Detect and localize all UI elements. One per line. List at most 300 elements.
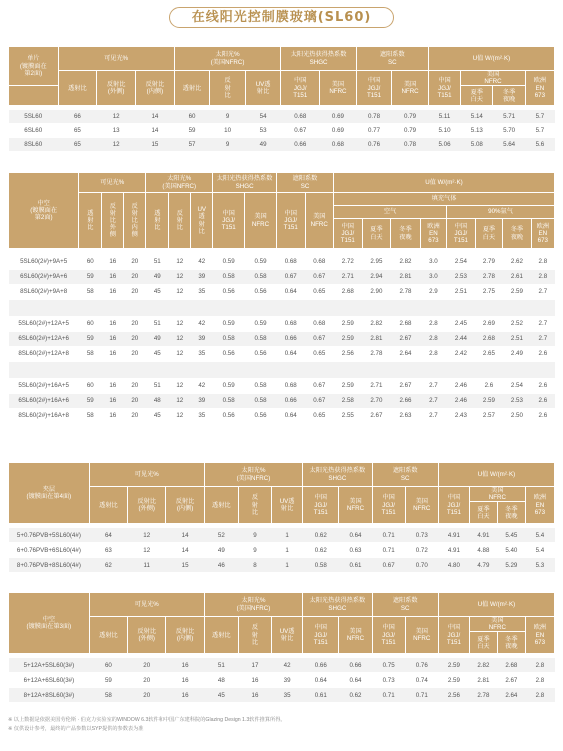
cell: 2.52 — [503, 317, 532, 332]
cell: 2.42 — [447, 347, 476, 362]
header3-sc — [372, 463, 438, 487]
h4-sc-cn — [372, 617, 405, 654]
cell: 48 — [204, 673, 238, 688]
h-u-us-text: 美国 NFRC — [484, 71, 502, 86]
cell: 2.59 — [334, 379, 363, 394]
h4-shgc-cn-text: 中国 JGJ/ T151 — [313, 624, 328, 646]
h3-shgc-us-text: 美国 NFRC — [346, 498, 365, 513]
cell: 42 — [191, 379, 213, 394]
table-row — [9, 528, 555, 543]
h-u-summer — [461, 86, 493, 106]
h2-vis-out-text: 反 射 比 外 侧 — [109, 202, 116, 239]
header-vis-text: 可见光% — [104, 54, 129, 62]
cell: 0.76 — [405, 658, 438, 673]
cell: 20 — [128, 658, 166, 673]
cell: 46 — [204, 558, 238, 573]
cell: 51 — [146, 317, 169, 332]
cell: 0.66 — [276, 332, 305, 347]
header4-vis — [89, 593, 204, 617]
rowhead-mono — [9, 47, 59, 86]
cell: 39 — [191, 332, 213, 347]
header4-solar-text: 太阳光% (美国NFRC) — [236, 597, 271, 612]
h4-vis-trans — [89, 617, 127, 654]
cell: 0.66 — [276, 394, 305, 409]
header2-sc-text: 遮阳系数 SC — [292, 175, 318, 190]
cell: 2.59 — [475, 394, 502, 409]
cell: 5.10 — [428, 124, 460, 138]
h2-shgc-us-text: 美国 NFRC — [251, 213, 270, 228]
cell: 2.51 — [503, 332, 532, 347]
cell: 51 — [146, 379, 169, 394]
cell: 0.68 — [320, 138, 357, 152]
cell: 17 — [238, 658, 271, 673]
h-vis-trans-text: 透射比 — [68, 84, 87, 92]
cell: 2.59 — [334, 332, 363, 347]
row-label: 5SL60(2#)+9A+5 — [9, 255, 79, 270]
cell: 2.54 — [447, 255, 476, 270]
cell: 64 — [89, 528, 127, 543]
h2-sc-us-text: 美国 NFRC — [310, 213, 328, 228]
cell: 2.57 — [475, 409, 502, 424]
h-shgc-us-text: 美国 NFRC — [329, 81, 347, 96]
cell: 0.58 — [245, 394, 277, 409]
cell: 4.88 — [469, 543, 497, 558]
rowhead-igu3-text: 中空 (镀膜面在第3面) — [26, 616, 72, 631]
cell: 48 — [146, 394, 169, 409]
cell: 60 — [89, 658, 127, 673]
h3-u-us-text: 美国 NFRC — [488, 487, 506, 502]
table-row — [9, 379, 555, 394]
cell: 12 — [169, 332, 191, 347]
header4-u-text: U值 W/(m²·K) — [477, 600, 516, 608]
h2-argon — [447, 206, 555, 219]
table-row — [9, 688, 555, 703]
h3-sc-us — [405, 487, 438, 524]
cell: 2.56 — [334, 347, 363, 362]
cell: 0.62 — [303, 543, 339, 558]
cell: 2.56 — [438, 688, 469, 703]
h-sol-trans-text: 透射比 — [182, 84, 202, 92]
cell: 35 — [191, 347, 213, 362]
rowhead-igu3 — [9, 593, 90, 654]
cell: 12 — [169, 394, 191, 409]
cell: 0.59 — [213, 317, 245, 332]
cell: 5.70 — [493, 124, 525, 138]
table-row — [9, 124, 555, 138]
cell: 57 — [174, 138, 210, 152]
h-vis-refl-in — [136, 71, 175, 106]
cell: 42 — [272, 658, 303, 673]
h3-u-winter — [497, 502, 525, 524]
h-sc-cn-text: 中国 JGJ/ T151 — [366, 77, 382, 99]
h3-u-summer — [469, 502, 497, 524]
cell: 16 — [102, 409, 124, 424]
cell: 2.79 — [475, 255, 502, 270]
cell: 49 — [146, 270, 169, 285]
cell: 0.69 — [320, 124, 357, 138]
h2-vis-trans — [79, 193, 102, 249]
h2-uv — [191, 193, 213, 249]
h4-u-winter-text: 冬季 夜晚 — [505, 635, 518, 650]
table-igu-2 — [8, 172, 555, 424]
table-row — [9, 558, 555, 573]
cell: 5.6 — [525, 138, 554, 152]
h4-u-cn-text: 中国 JGJ/ T151 — [446, 624, 461, 646]
row-label: 5+12A+5SL60(3#) — [9, 658, 90, 673]
h3-uv — [272, 487, 303, 524]
cell: 12 — [169, 270, 191, 285]
cell: 2.7 — [531, 332, 554, 347]
cell: 5.08 — [461, 138, 493, 152]
h4-u-us-text: 美国 NFRC — [488, 617, 506, 632]
cell: 0.79 — [392, 110, 429, 124]
cell: 4.91 — [438, 528, 469, 543]
cell: 0.56 — [213, 285, 245, 300]
cell: 2.67 — [362, 409, 391, 424]
cell: 12 — [169, 409, 191, 424]
h3-u-winter-text: 冬季 夜晚 — [505, 505, 518, 520]
cell: 0.59 — [245, 317, 277, 332]
cell: 5.45 — [497, 528, 525, 543]
cell: 54 — [245, 110, 281, 124]
header4-shgc — [303, 593, 372, 617]
cell: 2.82 — [469, 658, 497, 673]
cell: 12 — [169, 255, 191, 270]
cell: 0.56 — [213, 409, 245, 424]
cell: 16 — [102, 270, 124, 285]
cell: 2.68 — [497, 658, 525, 673]
cell: 14 — [136, 124, 175, 138]
cell: 49 — [245, 138, 281, 152]
row-label: 8+12A+8SL60(3#) — [9, 688, 90, 703]
header2-vis — [79, 173, 146, 193]
cell: 15 — [166, 558, 204, 573]
h2-ar-summer — [475, 219, 502, 249]
header-u-text: U值 W/(m²·K) — [472, 54, 511, 62]
cell: 0.62 — [303, 528, 339, 543]
cell: 2.6 — [531, 394, 554, 409]
cell: 60 — [79, 379, 102, 394]
row-label: 6+0.76PVB+6SL60(4#) — [9, 543, 90, 558]
cell: 2.71 — [334, 270, 363, 285]
cell: 3.0 — [420, 270, 446, 285]
cell: 16 — [166, 658, 204, 673]
h2-uv-text: UV 透 射 比 — [197, 206, 207, 235]
cell: 5.06 — [428, 138, 460, 152]
cell: 2.78 — [362, 347, 391, 362]
cell: 12 — [169, 317, 191, 332]
cell: 0.67 — [276, 270, 305, 285]
cell: 0.67 — [305, 394, 334, 409]
row-label: 5+0.76PVB+5SL60(4#) — [9, 528, 90, 543]
h3-u-summer-text: 夏季 白天 — [477, 505, 490, 520]
footnote-2: ※ 仅供设计参考，最终的产品参数以SYP提供的参数表为准 — [8, 726, 144, 732]
cell: 2.8 — [525, 688, 554, 703]
cell: 2.78 — [391, 285, 421, 300]
header3-solar — [204, 463, 302, 487]
cell: 0.67 — [305, 379, 334, 394]
row-label: 8SL60 — [9, 138, 59, 152]
table-row — [9, 138, 555, 152]
cell: 2.68 — [475, 332, 502, 347]
cell: 0.56 — [213, 347, 245, 362]
header-sc-text: 遮阳系数 SC — [379, 51, 405, 66]
header2-vis-text: 可见光% — [100, 178, 125, 186]
cell: 2.43 — [447, 409, 476, 424]
cell: 16 — [102, 379, 124, 394]
h3-shgc-cn — [303, 487, 339, 524]
cell: 5.40 — [497, 543, 525, 558]
h-vis-refl-out — [97, 71, 136, 106]
header-sc — [356, 47, 428, 71]
page-title: 在线阳光控制膜玻璃(SL60) — [169, 7, 395, 28]
footnotes — [8, 716, 555, 734]
cell: 2.71 — [362, 379, 391, 394]
h3-vis-in-text: 反射比 (内侧) — [175, 498, 195, 513]
cell: 0.68 — [276, 255, 305, 270]
cell: 2.44 — [447, 332, 476, 347]
cell: 0.58 — [245, 270, 277, 285]
h-sc-cn — [356, 71, 392, 106]
h2-sc-cn-text: 中国 JGJ/ T151 — [283, 209, 298, 232]
cell: 60 — [79, 255, 102, 270]
cell: 2.58 — [334, 394, 363, 409]
h4-uv-text: UV透 射比 — [279, 628, 295, 643]
h-u-eu — [525, 71, 554, 106]
h3-sol-trans — [204, 487, 238, 524]
cell: 39 — [191, 270, 213, 285]
h4-sol-refl — [238, 617, 271, 654]
h3-shgc-us — [339, 487, 372, 524]
cell: 5.71 — [493, 110, 525, 124]
row-label: 5SL60(2#)+16A+5 — [9, 379, 79, 394]
row-label: 6SL60(2#)+12A+6 — [9, 332, 79, 347]
h-sol-refl-text: 反 射 比 — [224, 77, 231, 99]
cell: 0.65 — [305, 347, 334, 362]
h4-u-winter — [497, 632, 525, 654]
table-row — [9, 658, 555, 673]
cell: 42 — [191, 255, 213, 270]
h4-uv — [272, 617, 303, 654]
cell: 14 — [136, 110, 175, 124]
cell: 59 — [79, 332, 102, 347]
cell: 45 — [146, 285, 169, 300]
h4-u-us — [469, 617, 525, 632]
table-row — [9, 255, 555, 270]
h3-u-eu-text: 欧洲 EN 673 — [533, 494, 547, 516]
cell: 0.59 — [245, 255, 277, 270]
cell: 16 — [102, 255, 124, 270]
row-label: 8SL60(2#)+9A+8 — [9, 285, 79, 300]
cell: 0.64 — [303, 673, 339, 688]
cell: 0.71 — [372, 688, 405, 703]
h2-sc-us — [305, 193, 334, 249]
cell: 2.82 — [391, 255, 421, 270]
cell: 11 — [128, 558, 166, 573]
h2-air-text: 空气 — [383, 208, 397, 216]
cell: 20 — [124, 409, 146, 424]
cell: 51 — [204, 658, 238, 673]
cell: 2.63 — [391, 409, 421, 424]
cell: 2.67 — [391, 379, 421, 394]
h2-shgc-us — [245, 193, 277, 249]
header4-solar — [204, 593, 302, 617]
row-label: 5SL60(2#)+12A+5 — [9, 317, 79, 332]
row-label: 6SL60(2#)+16A+6 — [9, 394, 79, 409]
cell: 2.6 — [475, 379, 502, 394]
cell: 5.3 — [525, 558, 554, 573]
h2-ar-summer-text: 夏季 白天 — [482, 226, 496, 241]
h4-sc-us — [405, 617, 438, 654]
cell: 5.14 — [461, 110, 493, 124]
cell: 20 — [124, 270, 146, 285]
cell: 20 — [124, 394, 146, 409]
table-row — [9, 270, 555, 285]
table-row — [9, 110, 555, 124]
cell: 2.7 — [531, 317, 554, 332]
cell: 45 — [204, 688, 238, 703]
table-row — [9, 285, 555, 300]
h3-uv-text: UV透 射比 — [279, 498, 295, 513]
h4-vis-in-text: 反射比 (内侧) — [175, 628, 195, 643]
h2-sc-cn — [276, 193, 305, 249]
cell: 2.65 — [475, 347, 502, 362]
cell: 35 — [191, 285, 213, 300]
cell: 15 — [136, 138, 175, 152]
h3-vis-trans — [89, 487, 127, 524]
h2-sol-refl — [169, 193, 191, 249]
h2-air-winter-text: 冬季 夜晚 — [399, 226, 412, 241]
header-solar-text: 太阳光% (美国NFRC) — [210, 51, 245, 66]
cell: 66 — [58, 110, 97, 124]
cell: 2.78 — [469, 688, 497, 703]
h2-vis-trans-text: 透 射 比 — [87, 209, 94, 232]
h4-vis-in — [166, 617, 204, 654]
header4-vis-text: 可见光% — [134, 600, 159, 608]
cell: 0.58 — [213, 270, 245, 285]
cell: 0.78 — [392, 138, 429, 152]
h-u-us — [461, 71, 526, 86]
header3-sc-text: 遮阳系数 SC — [392, 467, 418, 482]
cell: 53 — [245, 124, 281, 138]
cell: 2.95 — [362, 255, 391, 270]
h4-u-summer-text: 夏季 白天 — [477, 635, 490, 650]
table-row — [9, 347, 555, 362]
h2-vis-in — [124, 193, 146, 249]
cell: 10 — [210, 124, 246, 138]
h-u-summer-text: 夏季 白天 — [470, 88, 483, 103]
cell: 5.4 — [525, 543, 554, 558]
cell: 0.56 — [245, 409, 277, 424]
cell: 9 — [238, 543, 271, 558]
cell: 0.64 — [276, 409, 305, 424]
h4-sol-trans — [204, 617, 238, 654]
cell: 2.7 — [531, 285, 554, 300]
cell: 60 — [79, 317, 102, 332]
cell: 0.67 — [305, 270, 334, 285]
header3-shgc — [303, 463, 372, 487]
cell: 0.59 — [213, 379, 245, 394]
cell: 0.73 — [372, 673, 405, 688]
cell: 5.11 — [428, 110, 460, 124]
h2-ar-cn — [447, 219, 476, 249]
cell: 2.75 — [475, 285, 502, 300]
h-vis-refl-out-text: 反射比 (外侧) — [106, 81, 126, 96]
h2-ar-winter-text: 冬季 夜晚 — [510, 226, 524, 241]
cell: 0.74 — [405, 673, 438, 688]
h4-u-summer — [469, 632, 497, 654]
cell: 14 — [166, 528, 204, 543]
h3-sc-cn-text: 中国 JGJ/ T151 — [381, 494, 396, 516]
h2-air-summer — [362, 219, 391, 249]
h3-sc-us-text: 美国 NFRC — [413, 498, 431, 513]
cell: 0.68 — [276, 379, 305, 394]
h-vis-trans — [58, 71, 97, 106]
cell: 2.70 — [362, 394, 391, 409]
cell: 59 — [79, 394, 102, 409]
cell: 1 — [272, 558, 303, 573]
cell: 60 — [174, 110, 210, 124]
cell: 0.65 — [305, 409, 334, 424]
cell: 5.4 — [525, 528, 554, 543]
header3-vis-text: 可见光% — [134, 470, 159, 478]
cell: 49 — [146, 332, 169, 347]
cell: 0.59 — [213, 255, 245, 270]
cell: 5.7 — [525, 124, 554, 138]
cell: 0.64 — [276, 347, 305, 362]
h2-air-cn — [334, 219, 363, 249]
cell: 0.65 — [305, 285, 334, 300]
header-shgc-text: 太阳光热获得热系数 SHGC — [290, 51, 347, 66]
rowhead-lam — [9, 463, 90, 524]
cell: 2.64 — [497, 688, 525, 703]
table-row — [9, 409, 555, 424]
header3-shgc-text: 太阳光热获得热系数 SHGC — [309, 467, 366, 482]
header4-u — [438, 593, 554, 617]
cell: 0.56 — [245, 347, 277, 362]
rowhead-lam-text: 夹层 (镀膜面在第4面) — [26, 486, 72, 501]
h2-shgc-cn-text: 中国 JGJ/ T151 — [221, 209, 236, 232]
table-row — [9, 332, 555, 347]
cell: 2.50 — [503, 409, 532, 424]
cell: 16 — [238, 673, 271, 688]
cell: 0.58 — [213, 394, 245, 409]
cell: 2.8 — [525, 658, 554, 673]
header2-shgc — [213, 173, 277, 193]
h4-shgc-us-text: 美国 NFRC — [346, 628, 365, 643]
cell: 2.81 — [362, 332, 391, 347]
cell: 59 — [79, 270, 102, 285]
h2-sol-trans — [146, 193, 169, 249]
header3-vis — [89, 463, 204, 487]
cell: 2.8 — [420, 332, 446, 347]
h4-sc-cn-text: 中国 JGJ/ T151 — [381, 624, 396, 646]
cell: 20 — [128, 688, 166, 703]
h-sol-refl — [210, 71, 246, 106]
cell: 2.6 — [531, 379, 554, 394]
h3-u-cn — [438, 487, 469, 524]
h3-u-eu — [525, 487, 554, 524]
cell: 8 — [238, 558, 271, 573]
cell: 0.72 — [405, 543, 438, 558]
cell: 2.64 — [391, 347, 421, 362]
cell: 0.58 — [213, 332, 245, 347]
cell: 0.67 — [372, 558, 405, 573]
cell: 9 — [238, 528, 271, 543]
h4-sc-us-text: 美国 NFRC — [413, 628, 431, 643]
title-area — [0, 7, 563, 28]
cell: 2.51 — [447, 285, 476, 300]
